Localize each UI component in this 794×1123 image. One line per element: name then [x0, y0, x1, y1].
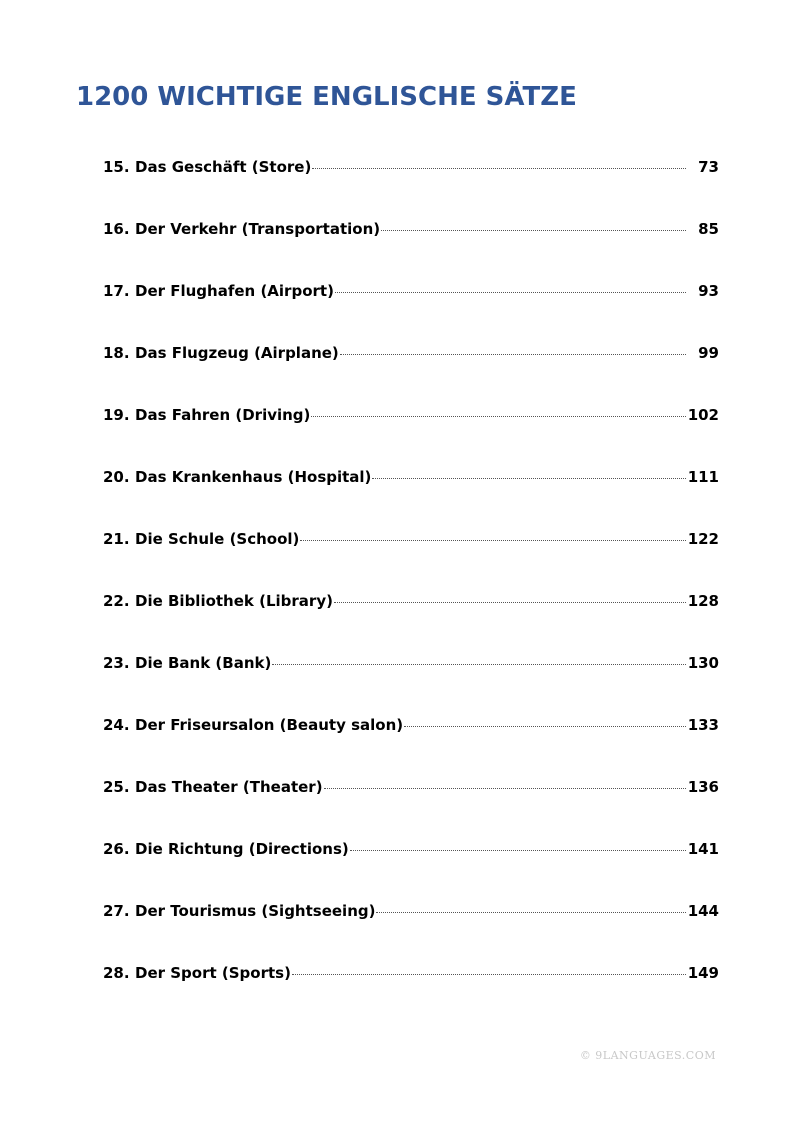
toc-entry-store[interactable] — [103, 158, 719, 220]
toc-entry-driving[interactable] — [103, 406, 719, 468]
toc-entry-directions[interactable] — [103, 840, 719, 902]
toc-number: 18. — [103, 344, 130, 362]
toc-number: 16. — [103, 220, 130, 238]
toc-leader — [334, 602, 686, 603]
toc-leader — [350, 850, 686, 851]
toc-number: 19. — [103, 406, 130, 424]
toc-entry-beauty-salon[interactable] — [103, 716, 719, 778]
toc-leader — [340, 354, 686, 355]
toc-leader — [404, 726, 686, 727]
toc-page-number: 128 — [687, 592, 719, 610]
toc-page-number: 102 — [687, 406, 719, 424]
toc-title: Das Theater (Theater) — [135, 778, 323, 796]
toc-number: 21. — [103, 530, 130, 548]
toc-number: 17. — [103, 282, 130, 300]
toc-leader — [324, 788, 686, 789]
toc-entry-sightseeing[interactable] — [103, 902, 719, 964]
toc-entry-hospital[interactable] — [103, 468, 719, 530]
toc-leader — [381, 230, 686, 231]
toc-page-number: 73 — [698, 158, 719, 176]
toc-entry-theater[interactable] — [103, 778, 719, 840]
toc-title: Das Flugzeug (Airplane) — [135, 344, 339, 362]
toc-page-number: 93 — [698, 282, 719, 300]
toc-page-number: 136 — [687, 778, 719, 796]
toc-number: 27. — [103, 902, 130, 920]
toc-leader — [300, 540, 685, 541]
toc-number: 25. — [103, 778, 130, 796]
toc-page-number: 133 — [687, 716, 719, 734]
toc-title: Die Bibliothek (Library) — [135, 592, 333, 610]
toc-number: 24. — [103, 716, 130, 734]
toc-number: 26. — [103, 840, 130, 858]
toc-page-number: 144 — [687, 902, 719, 920]
toc-title: Die Schule (School) — [135, 530, 300, 548]
toc-title: Der Friseursalon (Beauty salon) — [135, 716, 404, 734]
toc-entry-school[interactable] — [103, 530, 719, 592]
toc-entry-airport[interactable] — [103, 282, 719, 344]
page-title: 1200 WICHTIGE ENGLISCHE SÄTZE — [76, 82, 577, 112]
toc-number: 28. — [103, 964, 130, 982]
toc-leader — [335, 292, 686, 293]
toc-entry-transportation[interactable] — [103, 220, 719, 282]
toc-title: Der Sport (Sports) — [135, 964, 291, 982]
toc-page-number: 149 — [687, 964, 719, 982]
toc-entry-bank[interactable] — [103, 654, 719, 716]
toc-page-number: 141 — [687, 840, 719, 858]
toc-entry-airplane[interactable] — [103, 344, 719, 406]
toc-leader — [312, 168, 686, 169]
toc-page-number: 111 — [687, 468, 719, 486]
toc-title: Das Krankenhaus (Hospital) — [135, 468, 372, 486]
toc-leader — [372, 478, 685, 479]
toc-title: Der Tourismus (Sightseeing) — [135, 902, 376, 920]
toc-page-number: 99 — [698, 344, 719, 362]
table-of-contents — [103, 158, 719, 1026]
toc-leader — [292, 974, 686, 975]
toc-title: Der Flughafen (Airport) — [135, 282, 334, 300]
toc-page-number: 122 — [687, 530, 719, 548]
toc-leader — [272, 664, 685, 665]
toc-number: 22. — [103, 592, 130, 610]
toc-leader — [311, 416, 685, 417]
toc-number: 23. — [103, 654, 130, 672]
watermark: © 9LANGUAGES.COM — [579, 1049, 716, 1062]
toc-title: Das Geschäft (Store) — [135, 158, 312, 176]
toc-title: Der Verkehr (Transportation) — [135, 220, 381, 238]
toc-title: Das Fahren (Driving) — [135, 406, 311, 424]
toc-number: 20. — [103, 468, 130, 486]
toc-leader — [376, 912, 685, 913]
toc-entry-library[interactable] — [103, 592, 719, 654]
toc-page-number: 130 — [687, 654, 719, 672]
toc-entry-sports[interactable] — [103, 964, 719, 1026]
toc-number: 15. — [103, 158, 130, 176]
toc-title: Die Richtung (Directions) — [135, 840, 349, 858]
toc-title: Die Bank (Bank) — [135, 654, 272, 672]
toc-page-number: 85 — [698, 220, 719, 238]
